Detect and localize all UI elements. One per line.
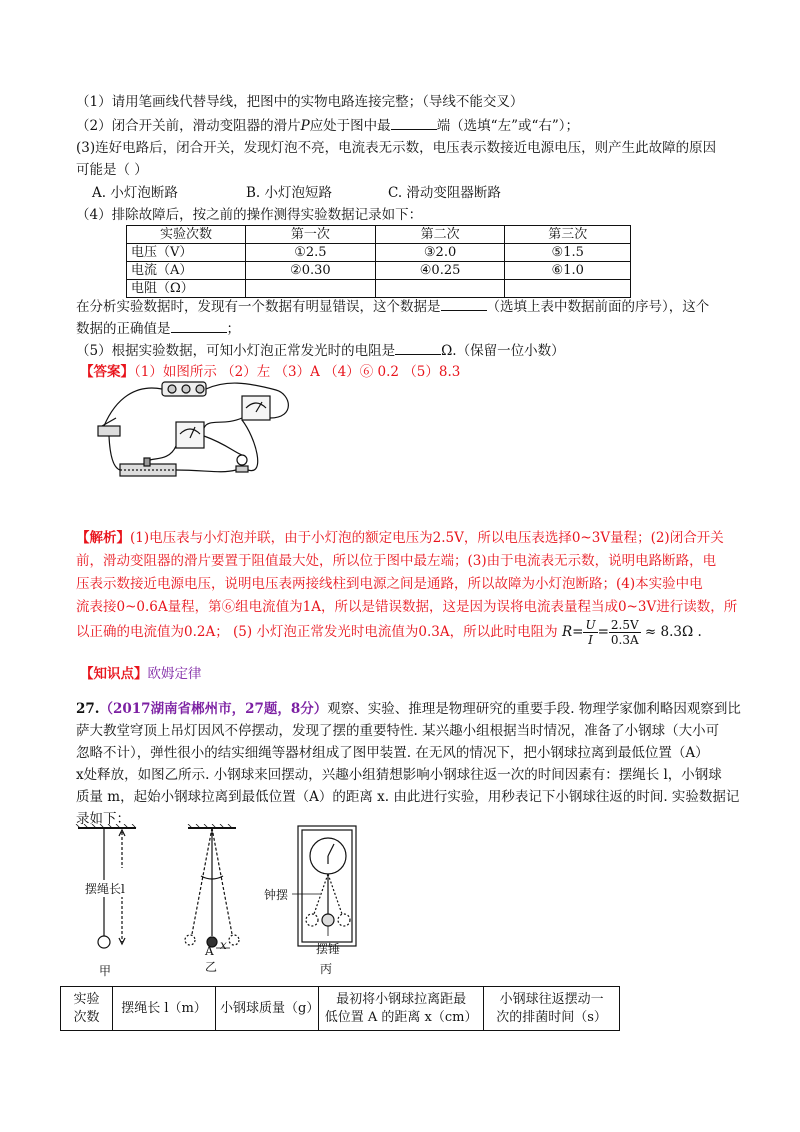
analysis-question-line-2 — [76, 318, 240, 339]
knowledge-point — [80, 664, 202, 684]
formula-i: I — [588, 633, 593, 647]
formula-denominator: 0.3A — [610, 633, 639, 647]
option-c: C. 滑动变阻器断路 — [388, 185, 501, 201]
part-5-text-a: （5）根据实验数据，可知小灯泡正常发光时的电阻是 — [76, 343, 396, 359]
part-2-var-p: P — [300, 118, 310, 134]
analysis-text-b: （选填上表中数据前面的序号），这个 — [486, 299, 710, 315]
answer-blank — [391, 115, 437, 130]
part-2-text-c: 端（选填“左”或“右”）； — [436, 118, 580, 134]
figure-jia-label: 甲 — [99, 964, 112, 978]
table-header-cell: 第三次 — [505, 226, 631, 244]
question-number: 27. — [76, 701, 100, 717]
table-header-cell: 最初将小钢球拉离距最 低位置 A 的距离 x（cm） — [319, 987, 484, 1031]
question-part-4: （4）排除故障后，按之前的操作测得实验数据记录如下： — [76, 207, 423, 223]
part-5-text-b: Ω.（保留一位小数） — [441, 343, 565, 359]
answer-blank — [171, 318, 227, 333]
part-2-text-b: 应处于图中最 — [309, 118, 391, 134]
question-27-line-5: 质量 m，起始小钢球拉离到最低位置（A）的距离 x. 由此进行实验，用秒表记下小钢球往返的时间. 实验数据记 — [76, 789, 740, 805]
question-source: （2017湖南省郴州市，27题，8分） — [99, 701, 328, 717]
question-27-line-2: 萨大教堂穹顶上吊灯因风不停摆动，发现了摆的重要特性. 某兴趣小组根据当时情况，准备了小钢球（大小可 — [76, 723, 720, 739]
formula-numerator: 2.5V — [610, 618, 639, 632]
analysis-line-3: 压表示数接近电源电压，说明电压表两接线柱到电源之间是通路，所以故障为小灯泡断路；(4)本实验中电 — [76, 576, 703, 592]
analysis-question-line-1 — [76, 296, 709, 317]
answer-blank — [441, 296, 487, 311]
point-a-label: A — [205, 944, 214, 958]
analysis-text-a: 在分析实验数据时，发现有一个数据有明显错误，这个数据是 — [76, 299, 441, 315]
table-cell — [246, 280, 376, 298]
knowledge-label: 【知识点】 — [80, 666, 148, 682]
bob-label: 摆锤 — [316, 942, 341, 956]
resistance-formula — [561, 618, 702, 647]
analysis-line-2: 前，滑动变阻器的滑片要置于阻值最大处，所以位于图中最左端；(3)由于电流表无示数，说明电路断路，电 — [76, 553, 717, 569]
question-part-3-line-1: (3)连好电路后，闭合开关，发现灯泡不亮，电流表无示数，电压表示数接近电源电压，则产生此故障的原因 — [76, 140, 717, 156]
analysis-text: (1)电压表与小灯泡并联，由于小灯泡的额定电压为2.5V，所以电压表选择0~3V量程；(2)闭合开关 — [130, 530, 724, 546]
table-cell: 电流（A） — [127, 262, 246, 280]
pendulum-label: 钟摆 — [264, 888, 289, 902]
table-cell — [375, 280, 505, 298]
table-cell: ⑤1.5 — [505, 244, 631, 262]
knowledge-text: 欧姆定律 — [147, 666, 202, 682]
formula-fraction-values — [609, 618, 641, 647]
distance-x-label: x — [220, 938, 227, 952]
part-2-text-a: （2）闭合开关前，滑动变阻器的滑片 — [76, 118, 301, 134]
table-cell: ④0.25 — [375, 262, 505, 280]
table-cell: ③2.0 — [375, 244, 505, 262]
table-cell — [505, 280, 631, 298]
question-part-2 — [76, 115, 579, 136]
table-header-cell: 实验次数 — [127, 226, 246, 244]
table-row — [127, 244, 631, 262]
answer-blank — [395, 340, 441, 355]
record-table — [126, 225, 631, 298]
formula-equals: = — [597, 624, 609, 640]
table-cell: 电压（V） — [127, 244, 246, 262]
analysis-line-5-text: 以正确的电流值为0.2A； (5) 小灯泡正常发光时电流值为0.3A，所以此时电阻为 — [76, 624, 558, 640]
question-27-text: 观察、实验、推理是物理研究的重要手段. 物理学家伽利略因观察到比 — [327, 701, 741, 717]
analysis-text-c: 数据的正确值是 — [76, 321, 171, 337]
question-27-line-6: 录如下： — [76, 811, 130, 827]
pendulum-data-table — [60, 986, 620, 1031]
table-cell: 电阻（Ω） — [127, 280, 246, 298]
formula-fraction-ui — [583, 618, 597, 647]
option-a: A. 小灯泡断路 — [92, 185, 178, 201]
rope-length-label: 摆绳长l — [85, 882, 125, 896]
question-part-5 — [76, 340, 565, 361]
figure-bing-label: 丙 — [320, 962, 333, 976]
table-header-cell: 第二次 — [375, 226, 505, 244]
question-part-1: （1）请用笔画线代替导线，把图中的实物电路连接完整；（导线不能交叉） — [76, 94, 524, 110]
figure-yi-label: 乙 — [205, 960, 218, 974]
table-row — [127, 226, 631, 244]
table-header-cell: 摆绳长 l（m） — [112, 987, 215, 1031]
analysis-line-5 — [76, 614, 702, 650]
analysis-label: 【解析】 — [76, 530, 130, 546]
question-27-line-3: 忽略不计），弹性很小的结实细绳等器材组成了图甲装置. 在无风的情况下，把小钢球拉离到最低位置（A） — [76, 745, 709, 761]
answer-text: （1）如图所示 （2）左 （3）A （4）⑥ 0.2 （5）8.3 — [134, 364, 461, 380]
table-header-cell: 小钢球往返摆动一 次的排菌时间（s） — [484, 987, 620, 1031]
formula-u: U — [585, 618, 596, 632]
table-cell: ①2.5 — [246, 244, 376, 262]
answer-label: 【答案】 — [80, 364, 134, 380]
formula-result: ≈ 8.3Ω . — [644, 624, 702, 640]
formula-r: R= — [561, 624, 584, 640]
table-header-cell: 小钢球质量（g） — [216, 987, 319, 1031]
analysis-text-d: ； — [226, 321, 240, 337]
table-row — [127, 280, 631, 298]
analysis-line-1 — [76, 528, 724, 548]
table-row — [61, 987, 620, 1031]
question-27-line-1 — [76, 699, 741, 719]
pendulum-figures — [70, 824, 390, 974]
table-header-cell: 实验 次数 — [61, 987, 113, 1031]
analysis-line-4: 流表接0~0.6A量程，第⑥组电流值为1A，所以是错误数据，这是因为误将电流表量程当成0~3V进行读数，所 — [76, 599, 738, 615]
question-27-line-4: x处释放，如图乙所示. 小钢球来回摆动，兴趣小组猜想影响小钢球往返一次的时间因素有：摆绳长 l，小钢球 — [76, 767, 722, 783]
table-row — [127, 262, 631, 280]
option-b: B. 小灯泡短路 — [246, 185, 333, 201]
question-part-3-line-2: 可能是（ ） — [76, 162, 148, 178]
table-header-cell: 第一次 — [246, 226, 376, 244]
table-cell: ②0.30 — [246, 262, 376, 280]
table-cell: ⑥1.0 — [505, 262, 631, 280]
circuit-diagram — [96, 378, 306, 506]
